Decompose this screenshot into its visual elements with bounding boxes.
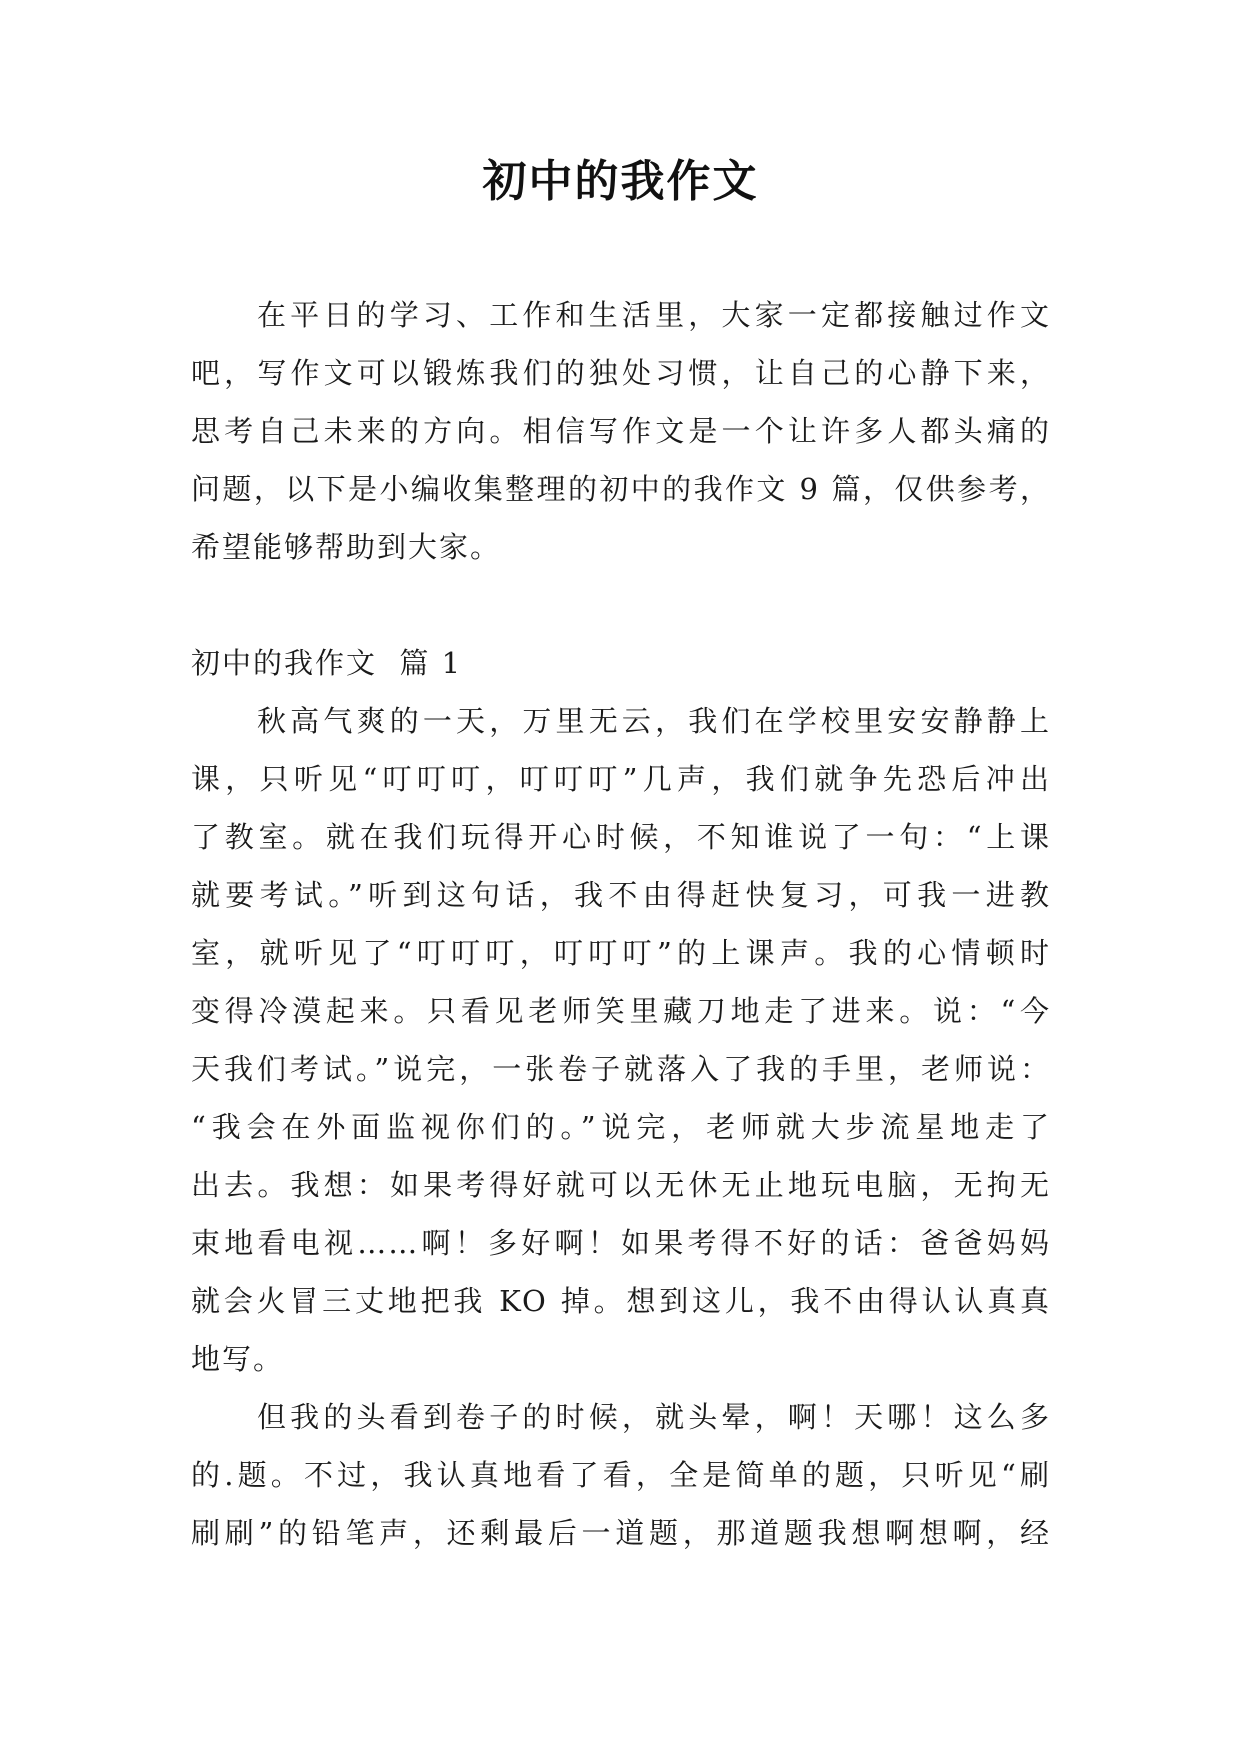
paragraph-line: 的.题。不过，我认真地看了看，全是简单的题，只听见“刷 [191,1458,1051,1492]
paragraph-line: 但我的头看到卷子的时候，就头晕，啊！天哪！这么多 [257,1400,1051,1434]
paragraph-line: 课，只听见“叮叮叮，叮叮叮”几声，我们就争先恐后冲出 [191,762,1051,796]
intro-line: 思考自己未来的方向。相信写作文是一个让许多人都头痛的 [191,414,1051,448]
paragraph-line: 天我们考试。”说完，一张卷子就落入了我的手里，老师说： [191,1052,1051,1086]
intro-line: 在平日的学习、工作和生活里，大家一定都接触过作文 [257,298,1051,332]
paragraph-line: 刷刷”的铅笔声，还剩最后一道题，那道题我想啊想啊，经 [191,1516,1051,1550]
paragraph-line: 室，就听见了“叮叮叮，叮叮叮”的上课声。我的心情顿时 [191,936,1051,970]
paragraph-line: 变得冷漠起来。只看见老师笑里藏刀地走了进来。说：“今 [191,994,1051,1028]
paragraph-1 [191,692,1051,1388]
paragraph-line: 秋高气爽的一天，万里无云，我们在学校里安安静静上 [257,704,1051,738]
spacer [191,576,1051,634]
paragraph-line: 就会火冒三丈地把我 KO 掉。想到这儿，我不由得认认真真 [191,1284,1051,1318]
paragraph-line: 束地看电视……啊！多好啊！如果考得不好的话：爸爸妈妈 [191,1226,1051,1260]
paragraph-line: 了教室。就在我们玩得开心时候，不知谁说了一句：“上课 [191,820,1051,854]
document-body [191,286,1051,1562]
paragraph-2 [191,1388,1051,1562]
paragraph-line: 就要考试。”听到这句话，我不由得赶快复习，可我一进教 [191,878,1051,912]
section-heading: 初中的我作文 篇 1 [191,646,463,680]
intro-line: 问题，以下是小编收集整理的初中的我作文 9 篇，仅供参考， [191,472,1051,506]
intro-line: 吧，写作文可以锻炼我们的独处习惯，让自己的心静下来， [191,356,1051,390]
paragraph-line: “我会在外面监视你们的。”说完，老师就大步流星地走了 [191,1110,1051,1144]
intro-paragraph [191,286,1051,576]
intro-line: 希望能够帮助到大家。 [191,530,502,564]
paragraph-line: 地写。 [191,1342,285,1376]
paragraph-line: 出去。我想：如果考得好就可以无休无止地玩电脑，无拘无 [191,1168,1051,1202]
document-title: 初中的我作文 [482,156,759,207]
